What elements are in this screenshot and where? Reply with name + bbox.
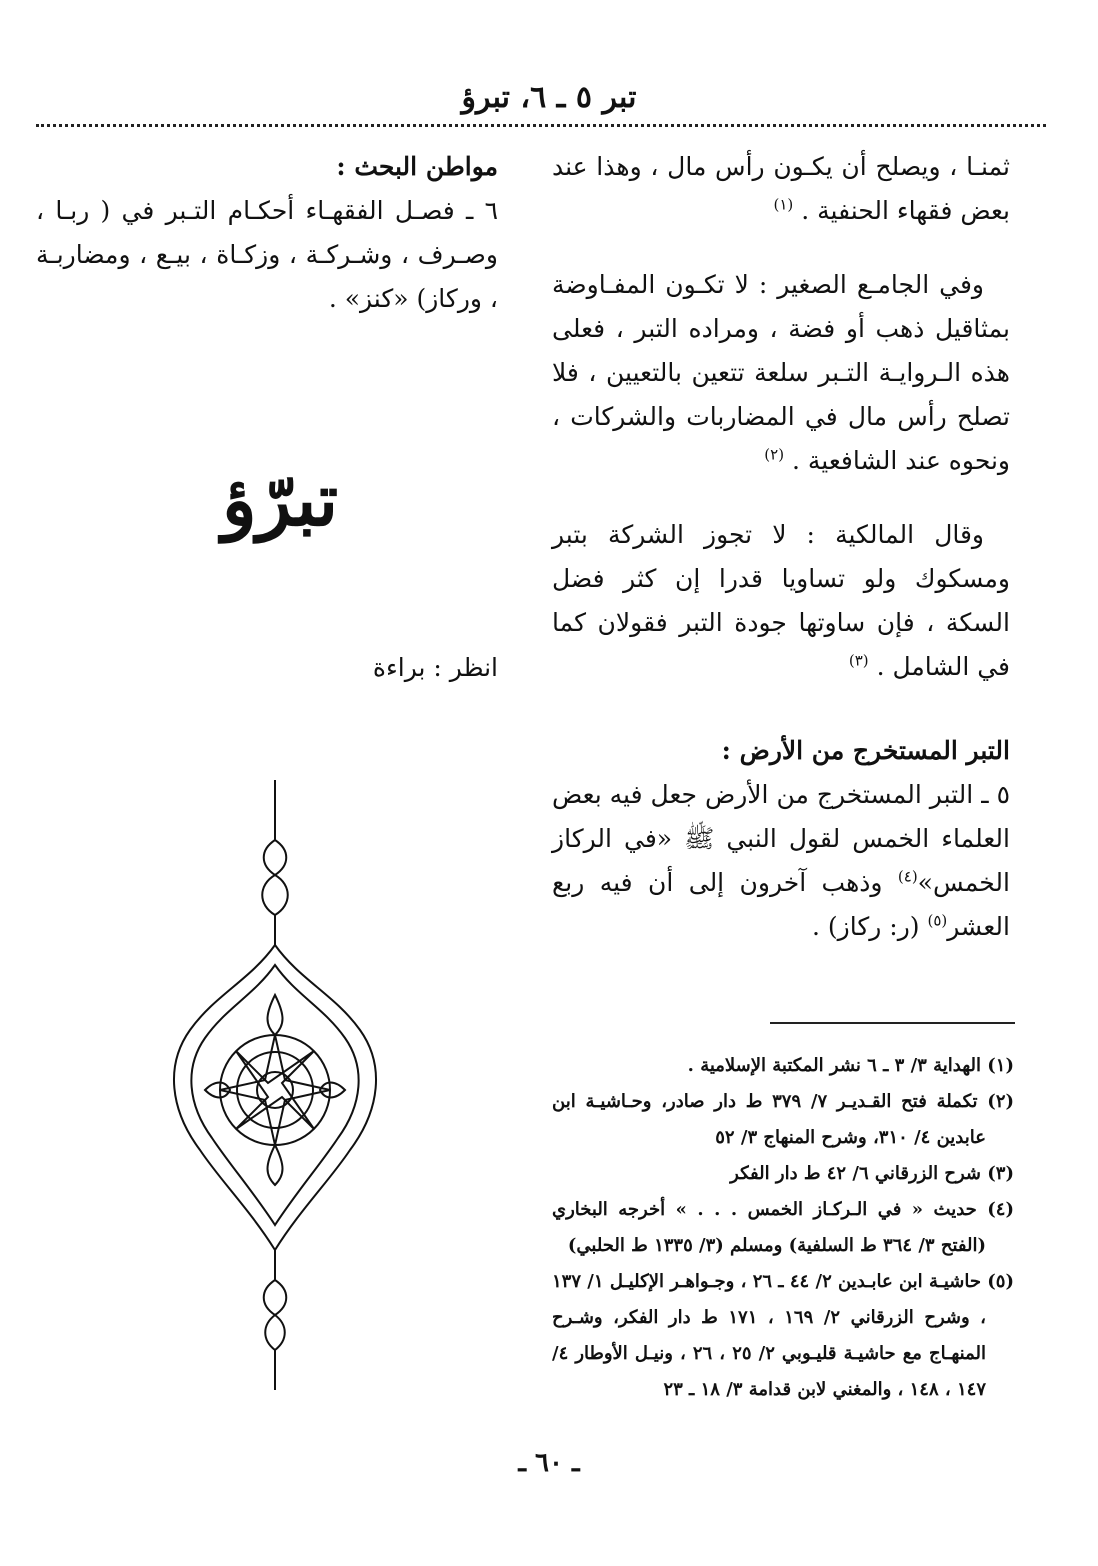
paragraph-4-text-c: (ر: ركاز) . — [812, 912, 928, 941]
footnote-ref-1: (١) — [773, 195, 794, 214]
footnote-ref-3: (٣) — [848, 651, 869, 670]
paragraph-2-text: وفي الجامـع الصغير : لا تكـون المفـاوضة بمثاقيل ذهب أو فضة ، ومراده التبر ، فعلى هذه الـروايـة التـبر سلعة تتعين بالتعيين ، فلا تصلح رأس مال في المضاربات والشركات ، ونحوه عند الشافعية . — [552, 270, 1010, 475]
paragraph-4 — [552, 773, 1010, 949]
side-heading: مواطن البحث : — [336, 152, 498, 181]
page-number: ـ ٦٠ ـ — [518, 1448, 580, 1478]
footnote-ref-4: (٤) — [897, 867, 918, 886]
paragraph-4-text-a: ٥ ـ التبر المستخرج من الأرض جعل فيه بعض العلماء الخمس لقول النبي ﷺ «في الركاز الخمس» — [552, 780, 1010, 897]
footnote-4: (٤) حديث « في الـركـاز الخمس . . . » أخرجه البخاري (الفتح ٣/ ٣٦٤ ط السلفية) ومسلم (٣/ ١٣٣٥ ط الحلبي) — [552, 1199, 1014, 1256]
footnote-ref-5: (٥) — [927, 911, 948, 930]
footnote-rule — [770, 1022, 1015, 1024]
footnote-5: (٥) حاشيـة ابن عابـدين ٢/ ٤٤ ـ ٢٦ ، وجـواهـر الإكليـل ١/ ١٣٧ ، وشرح الزرقاني ٢/ ١٦٩ ، ١٧١ ط دار الفكر، وشـرح المنهـاج مع حاشيـة قليـوبي ٢/ ٢٥ ، ٢٦ ، ونيـل الأوطار ٤/ ١٤٧ ، ١٤٨ ، والمغني لابن قدامة ٣/ ١٨ ـ ٢٣ — [552, 1271, 1014, 1400]
paragraph-4-text-b: وذهب آخرون إلى أن فيه ربع العشر — [552, 868, 1010, 941]
side-column — [36, 145, 498, 321]
footnote-ref-2: (٢) — [764, 445, 785, 464]
section-subheading: التبر المستخرج من الأرض : — [721, 736, 1010, 765]
paragraph-2 — [552, 263, 1010, 483]
paragraph-1 — [552, 145, 1010, 233]
footnotes — [552, 1048, 1014, 1408]
running-header: تبر ٥ ـ ٦، تبرؤ — [461, 80, 637, 115]
decorative-ornament-icon — [160, 780, 390, 1390]
header-dotted-rule — [36, 124, 1046, 127]
entry-title: تبرّؤ — [221, 457, 339, 542]
main-column — [552, 145, 1010, 949]
footnote-2: (٢) تكملة فتح القـديـر ٧/ ٣٧٩ ط دار صادر، وحـاشيـة ابن عابدين ٤/ ٣١٠، وشرح المنهاج ٣/ ٥٢ — [552, 1091, 1015, 1148]
paragraph-1-text: ثمنـا ، ويصلح أن يكـون رأس مال ، وهذا عند بعض فقهاء الحنفية . — [552, 152, 1010, 225]
side-paragraph: ٦ ـ فصـل الفقهـاء أحكـام التـبر في ( ربـا ، وصـرف ، وشـركـة ، وزكـاة ، بيـع ، ومضاربـة ، وركاز) «كنز» . — [36, 196, 498, 313]
paragraph-3 — [552, 513, 1010, 689]
footnote-1: (١) الهداية ٣/ ٣ ـ ٦ نشر المكتبة الإسلامية . — [687, 1055, 1014, 1076]
see-also-reference: انظر : براءة — [372, 653, 498, 682]
paragraph-3-text: وقال المالكية : لا تجوز الشركة بتبر ومسكوك ولو تساويا قدرا إن كثر فضل السكة ، فإن ساوتها جودة التبر فقولان كما في الشامل . — [552, 520, 1010, 681]
footnote-3: (٣) شرح الزرقاني ٦/ ٤٢ ط دار الفكر — [730, 1163, 1014, 1184]
